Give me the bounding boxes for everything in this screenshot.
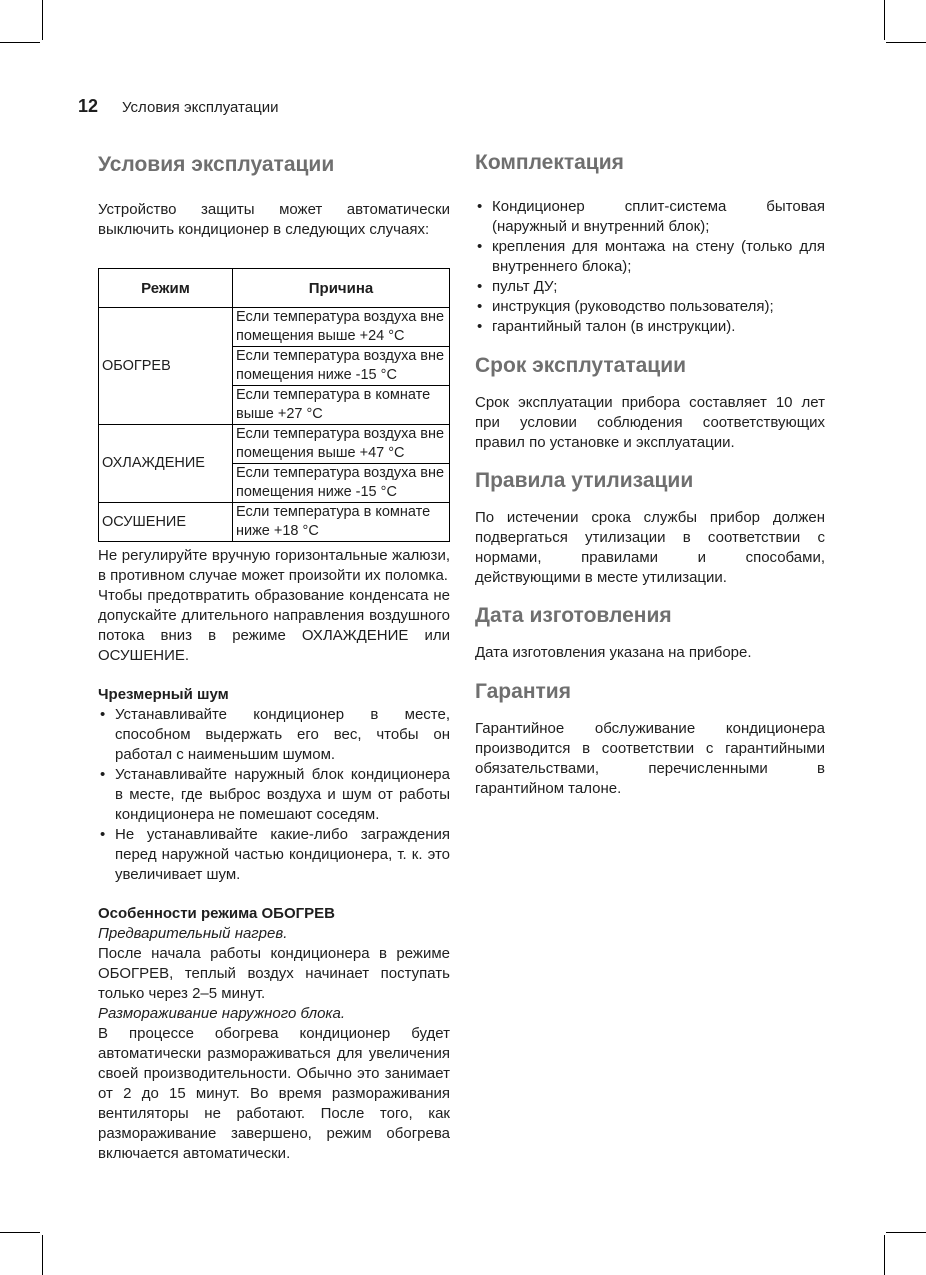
reason-cell: Если температура в комнате ниже +18 °C	[233, 503, 450, 542]
list-item: • Устанавливайте кондиционер в месте, способном выдержать его вес, чтобы он работал с наименьшим шумом.	[98, 705, 450, 765]
list-item: • Устанавливайте наружный блок кондиционера в месте, где выброс воздуха и шум от работы кондиционера не помешают соседям.	[98, 765, 450, 825]
heating-mode-heading: Особенности режима ОБОГРЕВ	[98, 905, 335, 922]
list-item: • Кондиционер сплит-система бытовая (наружный и внутренний блок);	[475, 197, 825, 237]
list-item: • крепления для монтажа на стену (только для внутреннего блока);	[475, 237, 825, 277]
crop-mark	[42, 1235, 43, 1275]
section-heading-lifetime: Срок эксплутатации	[475, 354, 687, 377]
warranty-paragraph: Гарантийное обслуживание кондиционера производится в соответствии с гарантийными обязательствами, перечисленными в гарантийном талоне.	[475, 720, 825, 797]
list-item: • Не устанавливайте какие-либо заграждения перед наружной частью кондиционера, т. к. это увеличивает шум.	[98, 825, 450, 885]
column-header-reason: Причина	[233, 269, 450, 308]
reason-cell: Если температура в комнате выше +27 °C	[233, 386, 450, 425]
table-row	[99, 503, 450, 542]
crop-mark	[884, 1235, 885, 1275]
defrost-subheading: Размораживание наружного блока.	[98, 1005, 346, 1022]
reason-cell: Если температура воздуха вне помещения ниже -15 °C	[233, 347, 450, 386]
mode-cell-heating: ОБОГРЕВ	[99, 308, 233, 425]
preheat-paragraph: После начала работы кондиционера в режиме ОБОГРЕВ, теплый воздух начинает поступать только через 2–5 минут.	[98, 945, 450, 1002]
crop-mark	[0, 42, 40, 43]
page-number: 12	[78, 96, 99, 116]
crop-mark	[0, 1232, 40, 1233]
table-header-row	[99, 269, 450, 308]
section-heading-warranty: Гарантия	[475, 680, 571, 703]
lifetime-paragraph: Срок эксплуатации прибора составляет 10 лет при условии соблюдения соответствующих правил по установке и эксплуатации.	[475, 394, 825, 451]
protection-table	[98, 268, 450, 542]
manufacture-date-paragraph: Дата изготовления указана на приборе.	[475, 644, 752, 661]
reason-cell: Если температура воздуха вне помещения ниже -15 °C	[233, 464, 450, 503]
column-header-mode: Режим	[99, 269, 233, 308]
crop-mark	[886, 1232, 926, 1233]
running-title: Условия эксплуатации	[122, 99, 279, 116]
kit-list	[475, 197, 825, 337]
crop-mark	[42, 0, 43, 40]
preheat-subheading: Предварительный нагрев.	[98, 925, 288, 942]
list-item: • гарантийный талон (в инструкции).	[475, 317, 825, 337]
crop-mark	[886, 42, 926, 43]
reason-cell: Если температура воздуха вне помещения выше +24 °C	[233, 308, 450, 347]
section-heading-operating-conditions: Условия эксплуатации	[98, 153, 335, 176]
noise-list	[98, 705, 450, 885]
left-column	[98, 150, 450, 1164]
intro-paragraph: Устройство защиты может автоматически выключить кондиционер в следующих случаях:	[98, 201, 450, 238]
section-heading-kit: Комплектация	[475, 151, 624, 174]
right-column	[475, 150, 825, 799]
mode-cell-cooling: ОХЛАЖДЕНИЕ	[99, 425, 233, 503]
defrost-paragraph: В процессе обогрева кондиционер будет автоматически размораживаться для увеличения своей производительности. Обычно это занимает от 2 до 15 минут. Во время размораживания вентиляторы не работают. После того, как размораживание завершено, режим обогрева включается автоматически.	[98, 1025, 450, 1162]
table-row	[99, 425, 450, 464]
running-header	[78, 96, 278, 118]
disposal-paragraph: По истечении срока службы прибор должен подвергаться утилизации в соответствии с нормами, правилами и способами, действующими в месте утилизации.	[475, 509, 825, 586]
section-heading-disposal: Правила утилизации	[475, 469, 694, 492]
list-item: • инструкция (руководство пользователя);	[475, 297, 825, 317]
noise-heading: Чрезмерный шум	[98, 686, 229, 703]
mode-cell-drying: ОСУШЕНИЕ	[99, 503, 233, 542]
louvers-warning-paragraph: Не регулируйте вручную горизонтальные жалюзи, в противном случае может произойти их поломка.	[98, 547, 450, 584]
list-item: • пульт ДУ;	[475, 277, 825, 297]
crop-mark	[884, 0, 885, 40]
condensate-paragraph: Чтобы предотвратить образование конденсата не допускайте длительного направления воздушного потока вниз в режиме ОХЛАЖДЕНИЕ или ОСУШЕНИЕ.	[98, 587, 450, 664]
section-heading-manufacture-date: Дата изготовления	[475, 604, 672, 627]
reason-cell: Если температура воздуха вне помещения выше +47 °C	[233, 425, 450, 464]
table-row	[99, 308, 450, 347]
